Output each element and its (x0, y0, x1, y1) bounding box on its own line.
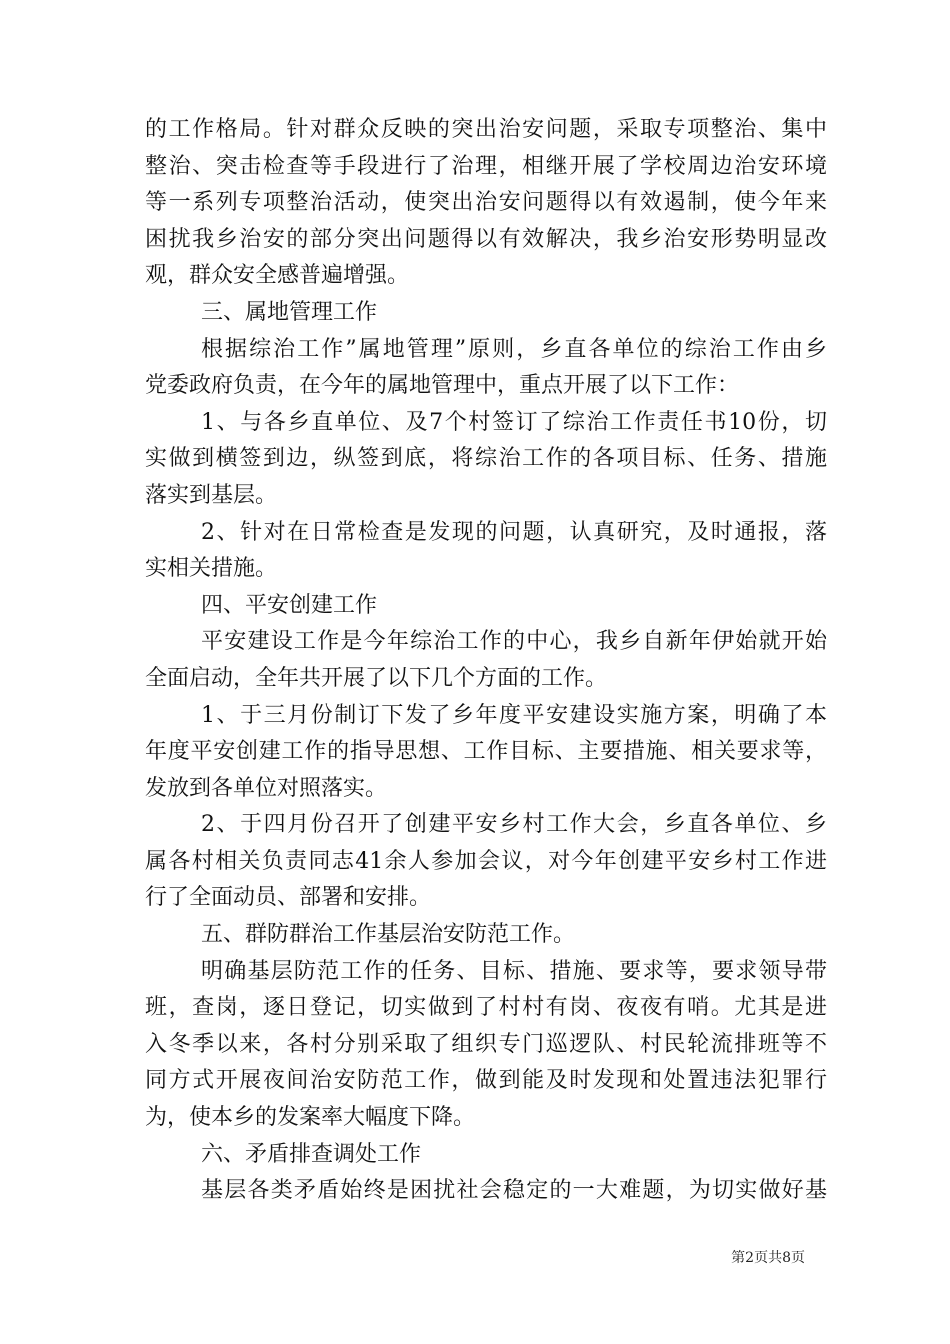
text-line: 整治、突击检查等手段进行了治理，相继开展了学校周边治安环境 (145, 153, 827, 179)
text-line: 2、针对在日常检查是发现的问题，认真研究，及时通报，落 (201, 519, 827, 545)
text-line: 发放到各单位对照落实。 (145, 775, 388, 801)
text-line: 基层各类矛盾始终是困扰社会稳定的一大难题，为切实做好基 (201, 1178, 827, 1204)
section-heading: 三、属地管理工作 (201, 299, 378, 325)
text-line: 落实到基层。 (145, 482, 278, 508)
text-line: 实做到横签到边，纵签到底，将综治工作的各项目标、任务、措施 (145, 446, 827, 472)
text-line: 班，查岗，逐日登记，切实做到了村村有岗、夜夜有哨。尤其是进 (145, 995, 827, 1021)
text-line: 1、与各乡直单位、及7个村签订了综治工作责任书10份，切 (201, 409, 827, 435)
text-line: 平安建设工作是今年综治工作的中心，我乡自新年伊始就开始 (201, 629, 827, 655)
section-heading: 四、平安创建工作 (201, 592, 378, 618)
body-text (145, 112, 827, 1210)
text-line: 困扰我乡治安的部分突出问题得以有效解决，我乡治安形势明显改 (145, 226, 827, 252)
text-line: 全面启动，全年共开展了以下几个方面的工作。 (145, 665, 608, 691)
text-line: 的工作格局。针对群众反映的突出治安问题，采取专项整治、集中 (145, 117, 827, 142)
section-heading: 六、矛盾排查调处工作 (201, 1141, 422, 1167)
text-line: 2、于四月份召开了创建平安乡村工作大会，乡直各单位、乡 (201, 812, 827, 838)
text-line: 观，群众安全感普遍增强。 (145, 263, 410, 289)
text-line: 根据综治工作”属地管理”原则，乡直各单位的综治工作由乡 (201, 336, 827, 362)
text-line: 入冬季以来，各村分别采取了组织专门巡逻队、村民轮流排班等不 (145, 1031, 827, 1057)
text-line: 明确基层防范工作的任务、目标、措施、要求等，要求领导带 (201, 958, 827, 984)
page-number: 第2页共8页 (731, 1250, 805, 1266)
text-line: 1、于三月份制订下发了乡年度平安建设实施方案，明确了本 (201, 702, 827, 728)
text-line: 同方式开展夜间治安防范工作，做到能及时发现和处置违法犯罪行 (145, 1068, 827, 1094)
text-line: 年度平安创建工作的指导思想、工作目标、主要措施、相关要求等， (145, 739, 827, 765)
text-line: 行了全面动员、部署和安排。 (145, 885, 432, 911)
text-line: 等一系列专项整治活动，使突出治安问题得以有效遏制，使今年来 (145, 190, 827, 216)
page-footer (0, 1248, 950, 1268)
text-line: 实相关措施。 (145, 556, 278, 582)
text-line: 党委政府负责，在今年的属地管理中，重点开展了以下工作： (145, 373, 740, 399)
section-heading: 五、群防群治工作基层治安防范工作。 (201, 922, 576, 948)
text-line: 为，使本乡的发案率大幅度下降。 (145, 1105, 476, 1131)
text-line: 属各村相关负责同志41余人参加会议，对今年创建平安乡村工作进 (145, 848, 827, 874)
